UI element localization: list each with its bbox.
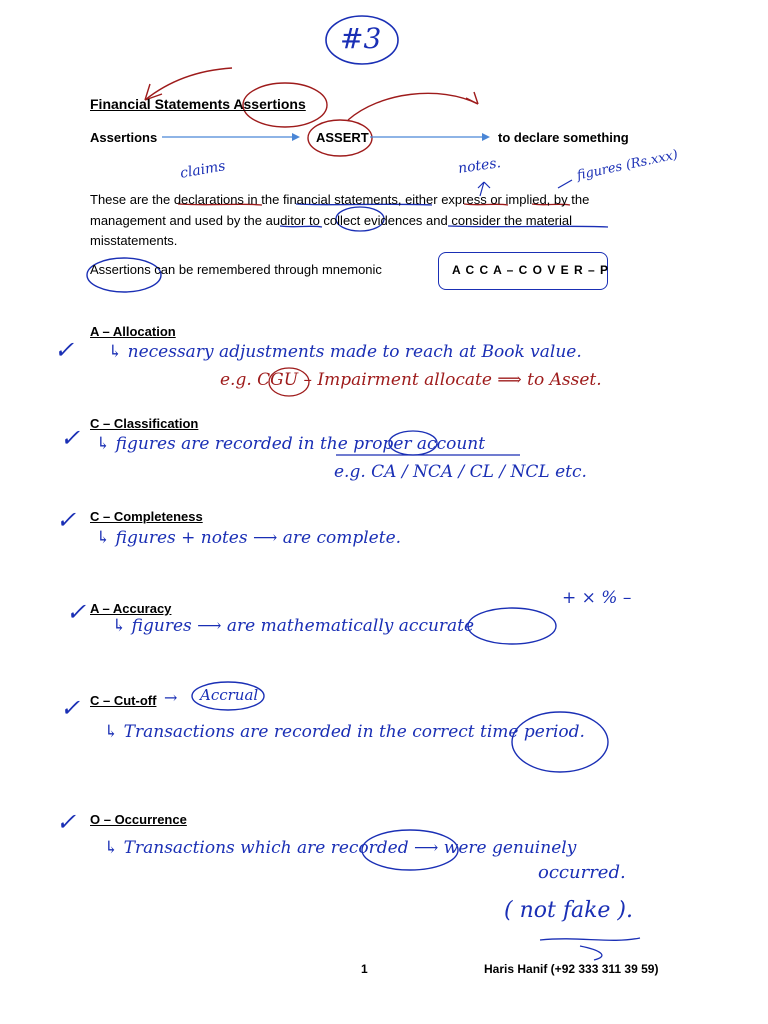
- note-occurrence-2: occurred.: [538, 862, 626, 883]
- heading-accuracy: A – Accuracy: [90, 601, 172, 616]
- footer-page-number: 1: [361, 962, 368, 976]
- check-accuracy: ✓: [66, 598, 87, 626]
- definition-term: Assertions: [90, 130, 158, 145]
- arrow-to-accrual: →: [164, 688, 178, 707]
- check-occurrence: ✓: [56, 808, 77, 836]
- annotation-notes: notes.: [457, 155, 502, 177]
- example-allocation: e.g. CGU – Impairment allocate ⟹ to Asset.: [220, 370, 602, 390]
- check-cutoff: ✓: [60, 694, 81, 722]
- annotation-figures: figures (Rs.xxx): [575, 147, 680, 184]
- mnemonic-label: Assertions can be remembered through mnemonic: [90, 262, 382, 277]
- note-accuracy: ↳ figures ⟶ are mathematically accurate: [112, 616, 475, 636]
- accuracy-symbols: + × % –: [562, 588, 632, 608]
- heading-classification: C – Classification: [90, 416, 199, 431]
- heading-occurrence: O – Occurrence: [90, 812, 187, 827]
- note-completeness: ↳ figures + notes ⟶ are complete.: [96, 528, 402, 548]
- page-title: Financial Statements Assertions: [90, 96, 306, 112]
- tag-accrual: Accrual: [200, 686, 259, 704]
- example-classification: e.g. CA / NCA / CL / NCL etc.: [334, 462, 587, 482]
- red-curve-arrow: [348, 93, 478, 120]
- check-classification: ✓: [60, 424, 81, 452]
- note-allocation: ↳ necessary adjustments made to reach at Book value.: [108, 342, 582, 362]
- accurate-circle: [468, 608, 556, 644]
- definition-meaning: to declare something: [498, 130, 629, 145]
- correct-time-circle: [512, 712, 608, 772]
- heading-completeness: C – Completeness: [90, 509, 203, 524]
- note-classification: ↳ figures are recorded in the proper account: [96, 434, 486, 454]
- definition-box: ASSERT: [316, 130, 369, 145]
- heading-allocation: A – Allocation: [90, 324, 176, 339]
- note-cutoff: ↳ Transactions are recorded in the correct time period.: [104, 722, 585, 742]
- annotation-claims: claims: [178, 158, 227, 182]
- intro-paragraph: These are the declarations in the financial statements, either express or implied, by the management and used by the auditor to collect evidences and consider the material misstatements.: [90, 192, 590, 248]
- heading-cutoff: C – Cut-off: [90, 693, 157, 708]
- mnemonic-value: A C C A – C O V E R – P: [452, 263, 610, 277]
- note-occurrence: ↳ Transactions which are recorded ⟶ were genuinely: [104, 838, 577, 858]
- check-allocation: ✓: [54, 336, 75, 364]
- note-occurrence-3: ( not fake ).: [504, 898, 634, 923]
- footer-author: Haris Hanif (+92 333 311 39 59): [484, 962, 659, 976]
- check-completeness: ✓: [56, 506, 77, 534]
- page-number-mark: #3: [340, 22, 382, 55]
